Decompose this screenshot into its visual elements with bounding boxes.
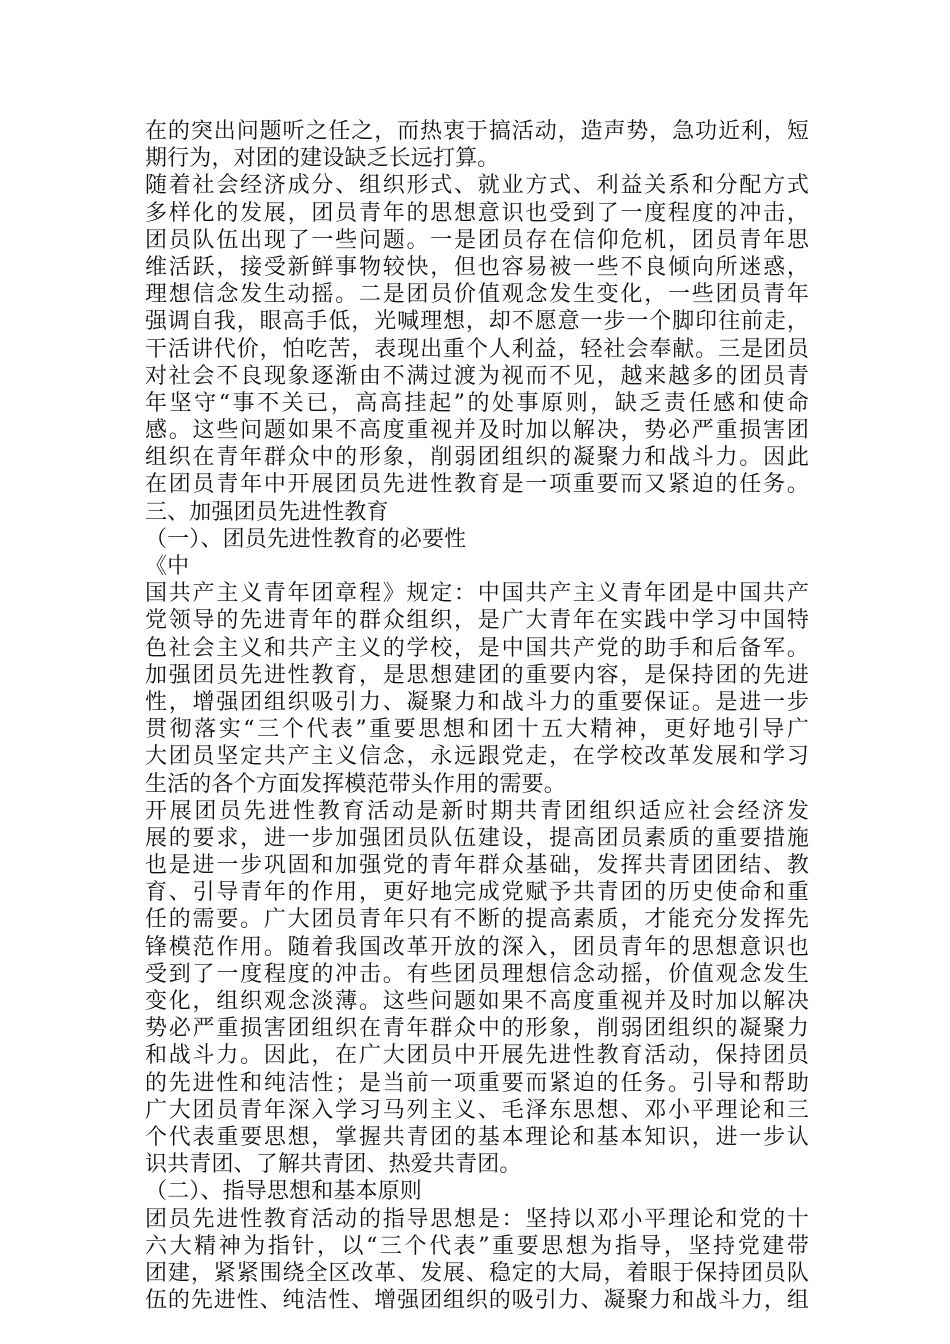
text-line: 随着社会经济成分、组织形式、就业方式、利益关系和分配方式: [145, 173, 809, 199]
text-line: 《中: [145, 554, 190, 579]
text-line: 感。这些问题如果不高度重视并及时加以解决，势必严重损害团: [145, 418, 809, 444]
text-line: 育、引导青年的作用，更好地完成党赋予共青团的历史使命和重: [145, 880, 809, 906]
text-line: 三、加强团员先进性教育: [145, 499, 389, 525]
text-line: 在团员青年中开展团员先进性教育是一项重要而又紧迫的任务。: [145, 472, 809, 498]
text-line: 广大团员青年深入学习马列主义、毛泽东思想、邓小平理论和三: [145, 1097, 809, 1123]
text-line: 也是进一步巩固和加强党的青年群众基础，发挥共青团团结、教: [145, 853, 809, 879]
text-line: 期行为，对团的建设缺乏长远打算。: [145, 146, 500, 172]
text-line: 多样化的发展，团员青年的思想意识也受到了一度程度的冲击，: [145, 200, 809, 226]
text-line: 锋模范作用。随着我国改革开放的深入，团员青年的思想意识也: [145, 934, 809, 960]
text-line: 性，增强团组织吸引力、凝聚力和战斗力的重要保证。是进一步: [145, 689, 809, 715]
text-line: 干活讲代价，怕吃苦，表现出重个人利益，轻社会奉献。三是团员: [145, 336, 809, 362]
text-line: 色社会主义和共产主义的学校，是中国共产党的助手和后备军。: [145, 635, 809, 661]
text-line: 团员队伍出现了一些问题。一是团员存在信仰危机，团员青年思: [145, 227, 809, 253]
text-line: 生活的各个方面发挥模范带头作用的需要。: [145, 771, 566, 797]
text-line: 任的需要。广大团员青年只有不断的提高素质，才能充分发挥先: [145, 907, 809, 933]
text-line: 和战斗力。因此，在广大团员中开展先进性教育活动，保持团员: [145, 1043, 809, 1069]
text-line: 在的突出问题听之任之，而热衷于搞活动，造声势，急功近利，短: [145, 119, 809, 144]
text-line: 的先进性和纯洁性；是当前一项重要而紧迫的任务。引导和帮助: [145, 1070, 809, 1096]
document-body: [145, 118, 809, 1314]
text-line: 开展团员先进性教育活动是新时期共青团组织适应社会经济发: [145, 798, 809, 824]
text-line: 个代表重要思想，掌握共青团的基本理论和基本知识，进一步认: [145, 1124, 809, 1150]
text-line: 识共青团、了解共青团、热爱共青团。: [145, 1152, 522, 1178]
text-line: 对社会不良现象逐渐由不满过渡为视而不见，越来越多的团员青: [145, 363, 809, 389]
text-line: 受到了一度程度的冲击。有些团员理想信念动摇，价值观念发生: [145, 961, 809, 987]
text-line: 变化，组织观念淡薄。这些问题如果不高度重视并及时加以解决: [145, 989, 809, 1014]
text-line: 维活跃，接受新鲜事物较快，但也容易被一些不良倾向所迷惑，: [145, 254, 809, 280]
text-line: 大团员坚定共产主义信念，永远跟党走，在学校改革发展和学习: [145, 744, 809, 770]
text-line: 伍的先进性、纯洁性、增强团组织的吸引力、凝聚力和战斗力，组: [145, 1288, 809, 1314]
text-line: （二）、指导思想和基本原则: [145, 1179, 422, 1205]
text-line: （一）、团员先进性教育的必要性: [145, 526, 467, 552]
text-line: 展的要求，进一步加强团员队伍建设，提高团员素质的重要措施: [145, 825, 809, 851]
text-line: 加强团员先进性教育，是思想建团的重要内容，是保持团的先进: [145, 662, 809, 688]
text-line: 理想信念发生动摇。二是团员价值观念发生变化，一些团员青年: [145, 282, 809, 308]
text-line: 团建，紧紧围绕全区改革、发展、稳定的大局，着眼于保持团员队: [145, 1260, 809, 1286]
text-line: 团员先进性教育活动的指导思想是：坚持以邓小平理论和党的十: [145, 1206, 809, 1232]
text-line: 六大精神为指针，以“三个代表”重要思想为指导，坚持党建带: [145, 1233, 809, 1259]
text-line: 势必严重损害团组织在青年群众中的形象，削弱团组织的凝聚力: [145, 1016, 809, 1042]
text-line: 国共产主义青年团章程》规定：中国共产主义青年团是中国共产: [145, 581, 809, 607]
text-line: 组织在青年群众中的形象，削弱团组织的凝聚力和战斗力。因此: [145, 445, 809, 471]
text-line: 年坚守“事不关已，高高挂起”的处事原则，缺乏责任感和使命: [145, 390, 809, 416]
text-line: 贯彻落实“三个代表”重要思想和团十五大精神，更好地引导广: [145, 717, 809, 743]
text-line: 党领导的先进青年的群众组织，是广大青年在实践中学习中国特: [145, 608, 809, 634]
text-line: 强调自我，眼高手低，光喊理想，却不愿意一步一个脚印往前走，: [145, 309, 809, 335]
